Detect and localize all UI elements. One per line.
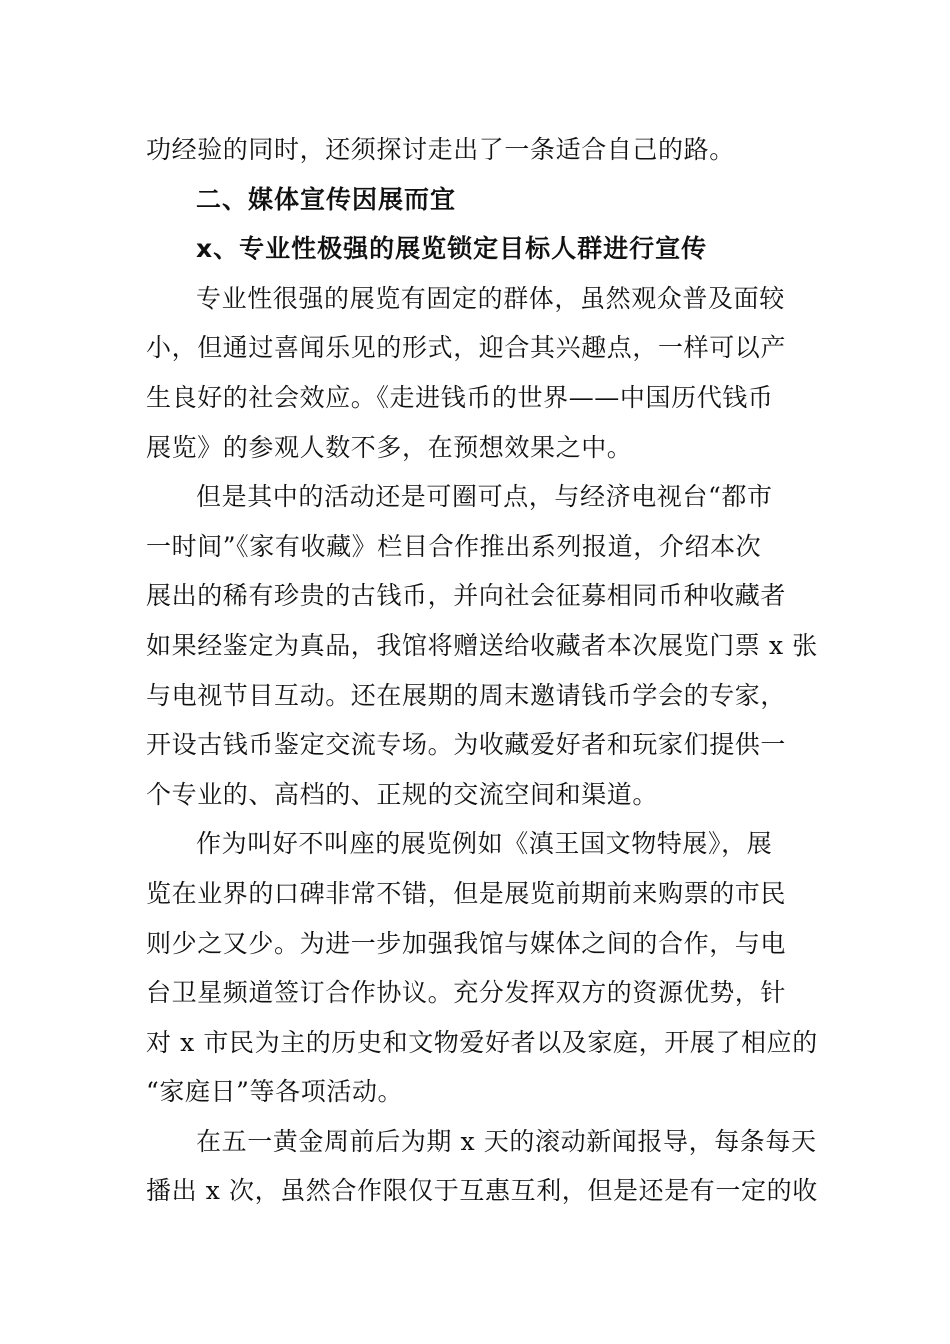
text-line: 如果经鉴定为真品，我馆将赠送给收藏者本次展览门票 x 张 (146, 630, 818, 660)
text-line: 播出 x 次，虽然合作限仅于互惠互利，但是还是有一定的收 (146, 1176, 818, 1206)
text-line: 则少之又少。为进一步加强我馆与媒体之间的合作，与电 (146, 928, 787, 958)
paragraph-first-line: 专业性很强的展览有固定的群体，虽然观众普及面较 (196, 283, 785, 313)
text-line: 展出的稀有珍贵的古钱币，并向社会征募相同币种收藏者 (146, 581, 787, 611)
text-line: 展览》的参观人数不多，在预想效果之中。 (146, 432, 633, 462)
text-line: “家庭日”等各项活动。 (146, 1077, 404, 1107)
paragraph-first-line: 作为叫好不叫座的展览例如《滇王国文物特展》，展 (196, 829, 773, 859)
text-line: 开设古钱币鉴定交流专场。为收藏爱好者和玩家们提供一 (146, 730, 787, 760)
text-line: 生良好的社会效应。《走进钱币的世界——中国历代钱币 (146, 382, 774, 412)
section-heading: 二、媒体宣传因展而宜 (196, 184, 457, 214)
text-line: 小，但通过喜闻乐见的形式，迎合其兴趣点，一样可以产 (146, 333, 787, 363)
text-line: 一时间”《家有收藏》栏目合作推出系列报道，介绍本次 (146, 531, 762, 561)
text-line: 个专业的、高档的、正规的交流空间和渠道。 (146, 779, 659, 809)
subsection-heading: x、专业性极强的展览锁定目标人群进行宣传 (196, 234, 708, 264)
text-line: 览在业界的口碑非常不错，但是展览前期前来购票的市民 (146, 878, 787, 908)
text-line: 对 x 市民为主的历史和文物爱好者以及家庭，开展了相应的 (146, 1027, 818, 1057)
text-line: 与电视节目互动。还在展期的周末邀请钱币学会的专家， (146, 680, 787, 710)
text-line: 功经验的同时，还须探讨走出了一条适合自己的路。 (146, 135, 735, 164)
paragraph-first-line: 在五一黄金周前后为期 x 天的滚动新闻报导，每条每天 (196, 1126, 817, 1156)
paragraph-first-line: 但是其中的活动还是可圈可点，与经济电视台“都市 (196, 482, 773, 512)
text-line: 台卫星频道签订合作协议。充分发挥双方的资源优势，针 (146, 978, 787, 1008)
document-page (146, 125, 818, 1216)
